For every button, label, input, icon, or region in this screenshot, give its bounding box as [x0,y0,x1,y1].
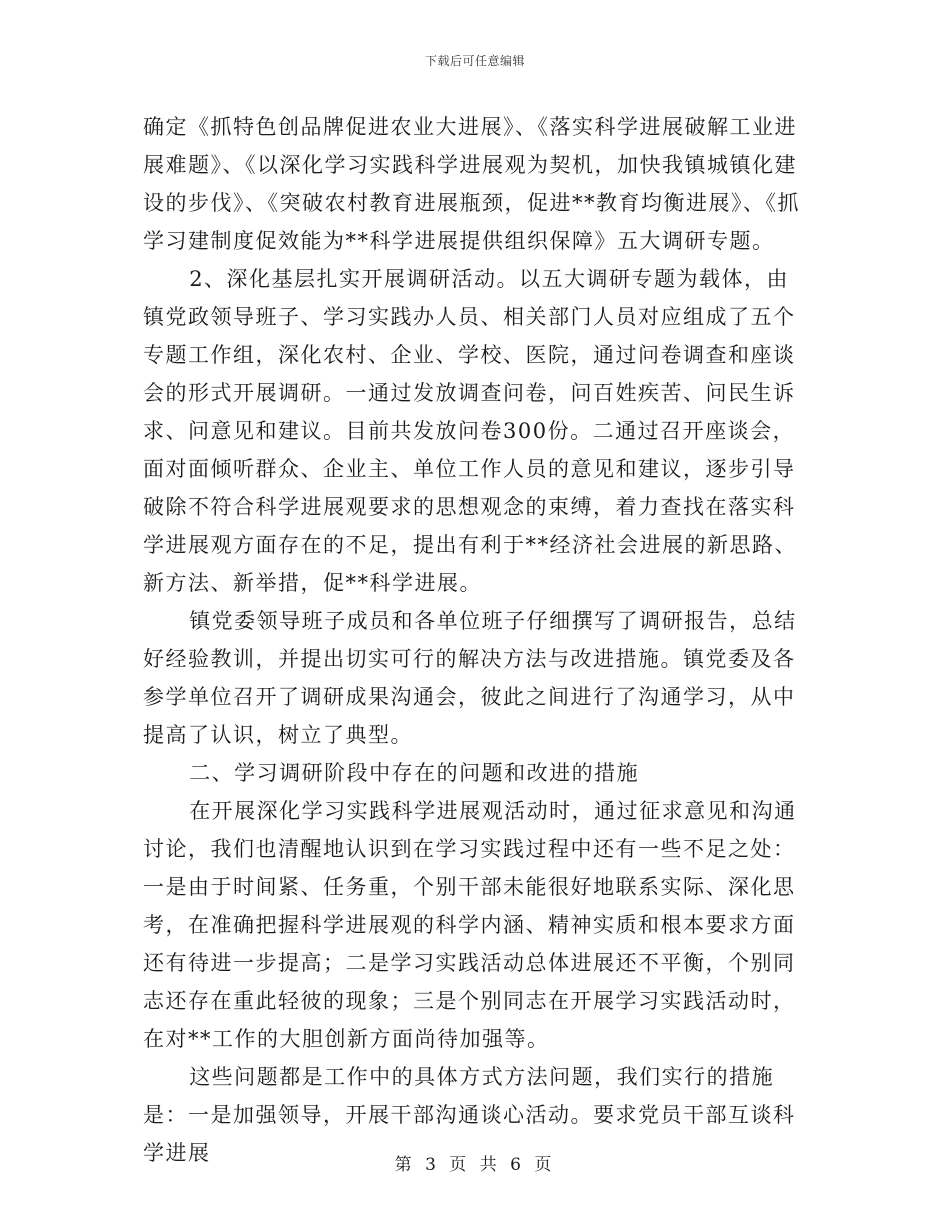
paragraph-measures: 这些问题都是工作中的具体方式方法问题，我们实行的措施是：一是加强领导，开展干部沟通谈心活动。要求党员干部互谈科学进展 [143,1065,796,1165]
page-number: 第 3 页 共 6 页 [394,1155,556,1175]
document-body [143,108,808,1172]
paragraph-grassroots-research: 2、深化基层扎实开展调研活动。以五大调研专题为载体，由镇党政领导班子、学习实践办人员、相关部门人员对应组成了五个专题工作组，深化农村、企业、学校、医院，通过问卷调查和座谈会的形式开展调研。一通过发放调查问卷，问百姓疾苦、问民生诉求、问意见和建议。目前共发放问卷300份。二通过召开座谈会，面对面倾听群众、企业主、单位工作人员的意见和建议，逐步引导破除不符合科学进展观要求的思想观念的束缚，着力查找在落实科学进展观方面存在的不足，提出有利于**经济社会进展的新思路、新方法、新举措，促**科学进展。 [143,267,797,595]
paragraph-research-reports: 镇党委领导班子成员和各单位班子仔细撰写了调研报告，总结好经验教训，并提出切实可行的解决方法与改进措施。镇党委及各参学单位召开了调研成果沟通会，彼此之间进行了沟通学习，从中提高了认识，树立了典型。 [143,609,797,747]
section-heading-problems-measures: 二、学习调研阶段中存在的问题和改进的措施 [189,761,640,785]
paragraph-shortcomings: 在开展深化学习实践科学进展观活动时，通过征求意见和沟通讨论，我们也清醒地认识到在学习实践过程中还有一些不足之处：一是由于时间紧、任务重，个别干部未能很好地联系实际、深化思考，在准确把握科学进展观的科学内涵、精神实质和根本要求方面还有待进一步提高；二是学习实践活动总体进展还不平衡，个别同志还存在重此轻彼的现象；三是个别同志在开展学习实践活动时，在对**工作的大胆创新方面尚待加强等。 [143,799,797,1051]
page-header-note: 下载后可任意编辑 [424,54,525,68]
paragraph-research-topics: 确定《抓特色创品牌促进农业大进展》、《落实科学进展破解工业进展难题》、《以深化学习实践科学进展观为契机，加快我镇城镇化建设的步伐》、《突破农村教育进展瓶颈，促进**教育均衡进展》、《抓学习建制度促效能为**科学进展提供组织保障》五大调研专题。 [143,115,800,253]
